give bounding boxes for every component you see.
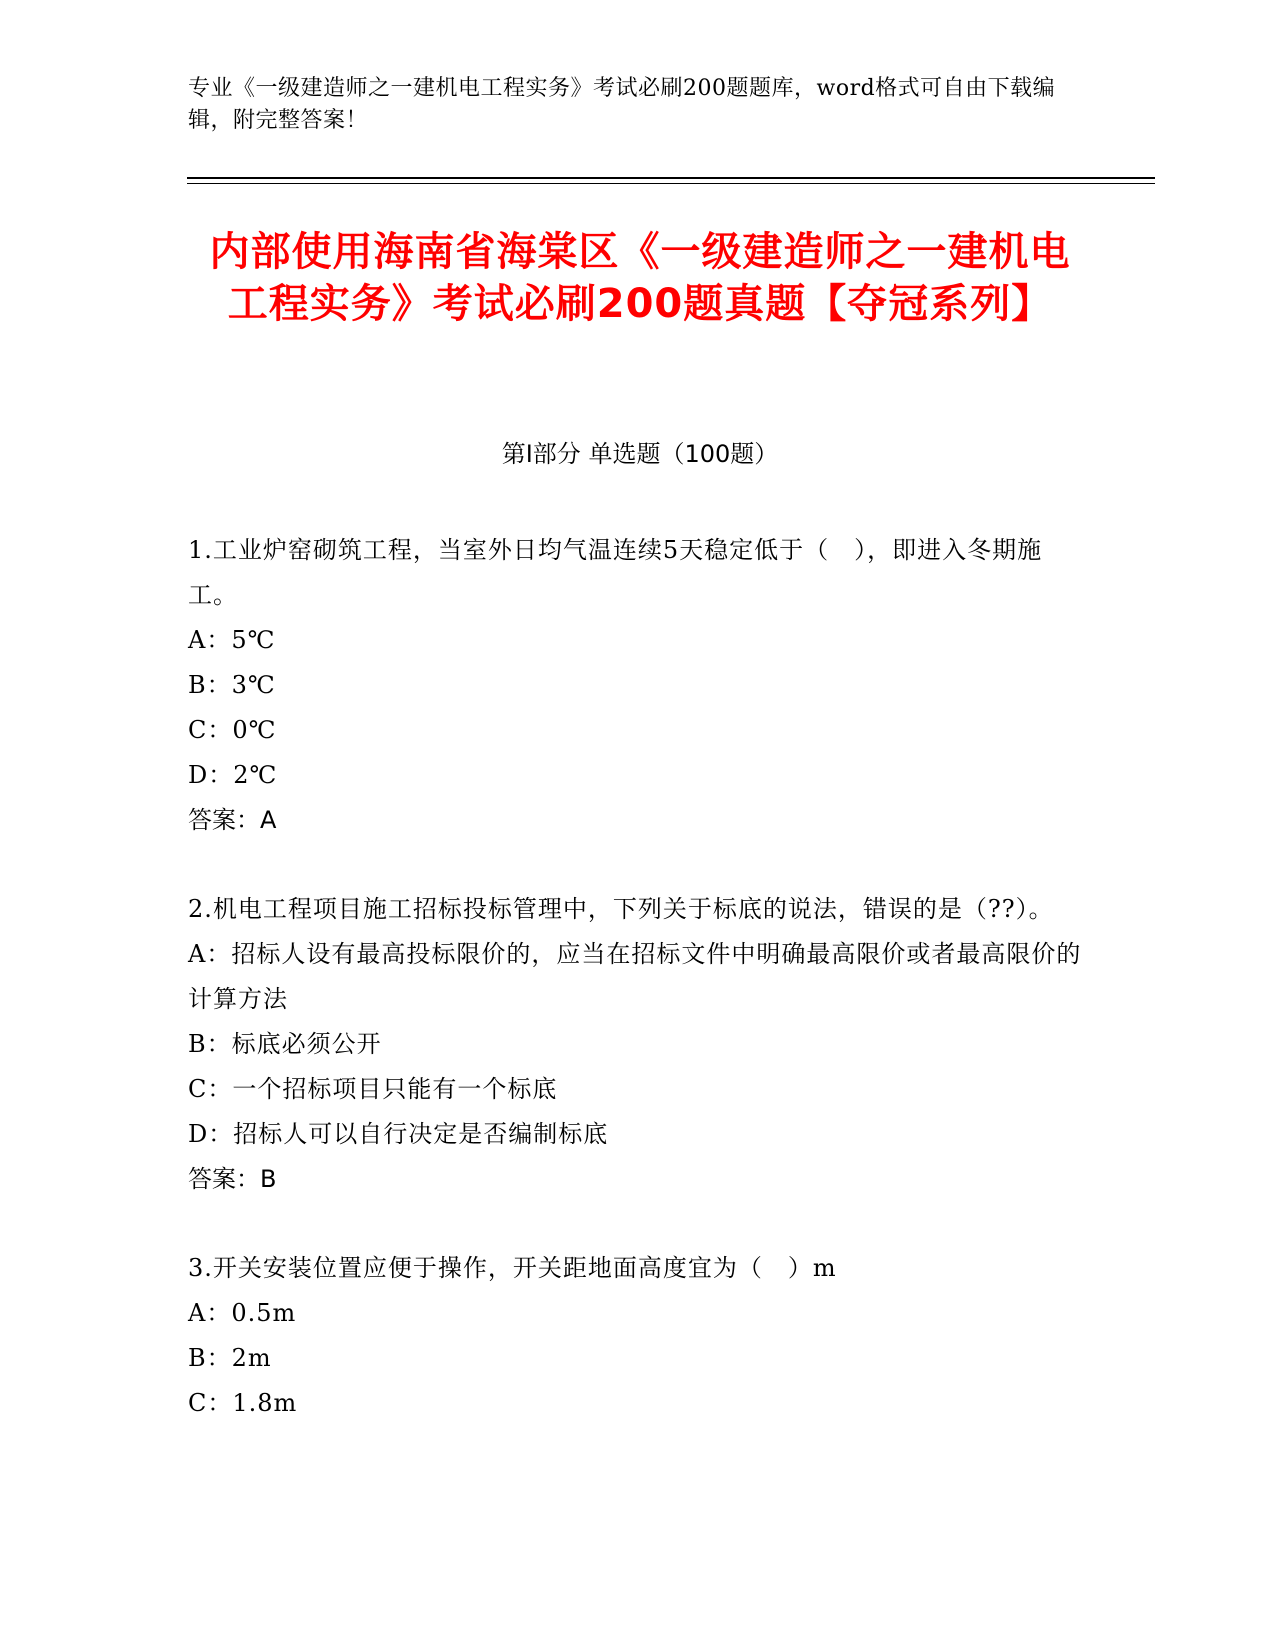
option-c: C：0℃	[188, 716, 277, 744]
header-divider-thick	[187, 177, 1155, 179]
question-1	[188, 528, 1088, 843]
option-d: D：招标人可以自行决定是否编制标底	[188, 1120, 609, 1148]
answer-text: 答案：B	[188, 1165, 277, 1193]
option-b: B：2m	[188, 1344, 272, 1372]
answer-text: 答案：A	[188, 806, 277, 834]
question-stem: 3.开关安装位置应便于操作，开关距地面高度宜为（ ）m	[188, 1254, 837, 1282]
question-list	[188, 528, 1088, 1470]
option-a: A：5℃	[188, 626, 276, 654]
question-3	[188, 1246, 1088, 1426]
option-c: C：1.8m	[188, 1389, 298, 1417]
header-note: 专业《一级建造师之一建机电工程实务》考试必刷200题题库，word格式可自由下载编辑，附完整答案！	[188, 76, 1056, 133]
document-title: 内部使用海南省海棠区《一级建造师之一建机电工程实务》考试必刷200题真题【夺冠系列】	[209, 229, 1071, 327]
option-c: C：一个招标项目只能有一个标底	[188, 1075, 558, 1103]
option-a: A：0.5m	[188, 1299, 297, 1327]
question-stem: 2.机电工程项目施工招标投标管理中，下列关于标底的说法，错误的是（??）。	[188, 895, 1054, 923]
option-a: A：招标人设有最高投标限价的，应当在招标文件中明确最高限价或者最高限价的计算方法	[188, 940, 1082, 1013]
option-b: B：标底必须公开	[188, 1030, 382, 1058]
header-divider-thin	[187, 183, 1155, 184]
question-2	[188, 887, 1088, 1202]
question-stem: 1.工业炉窑砌筑工程，当室外日均气温连续5天稳定低于（ ），即进入冬期施工。	[188, 536, 1043, 609]
option-d: D：2℃	[188, 761, 278, 789]
section-heading: 第Ⅰ部分 单选题（100题）	[501, 440, 779, 468]
option-b: B：3℃	[188, 671, 276, 699]
